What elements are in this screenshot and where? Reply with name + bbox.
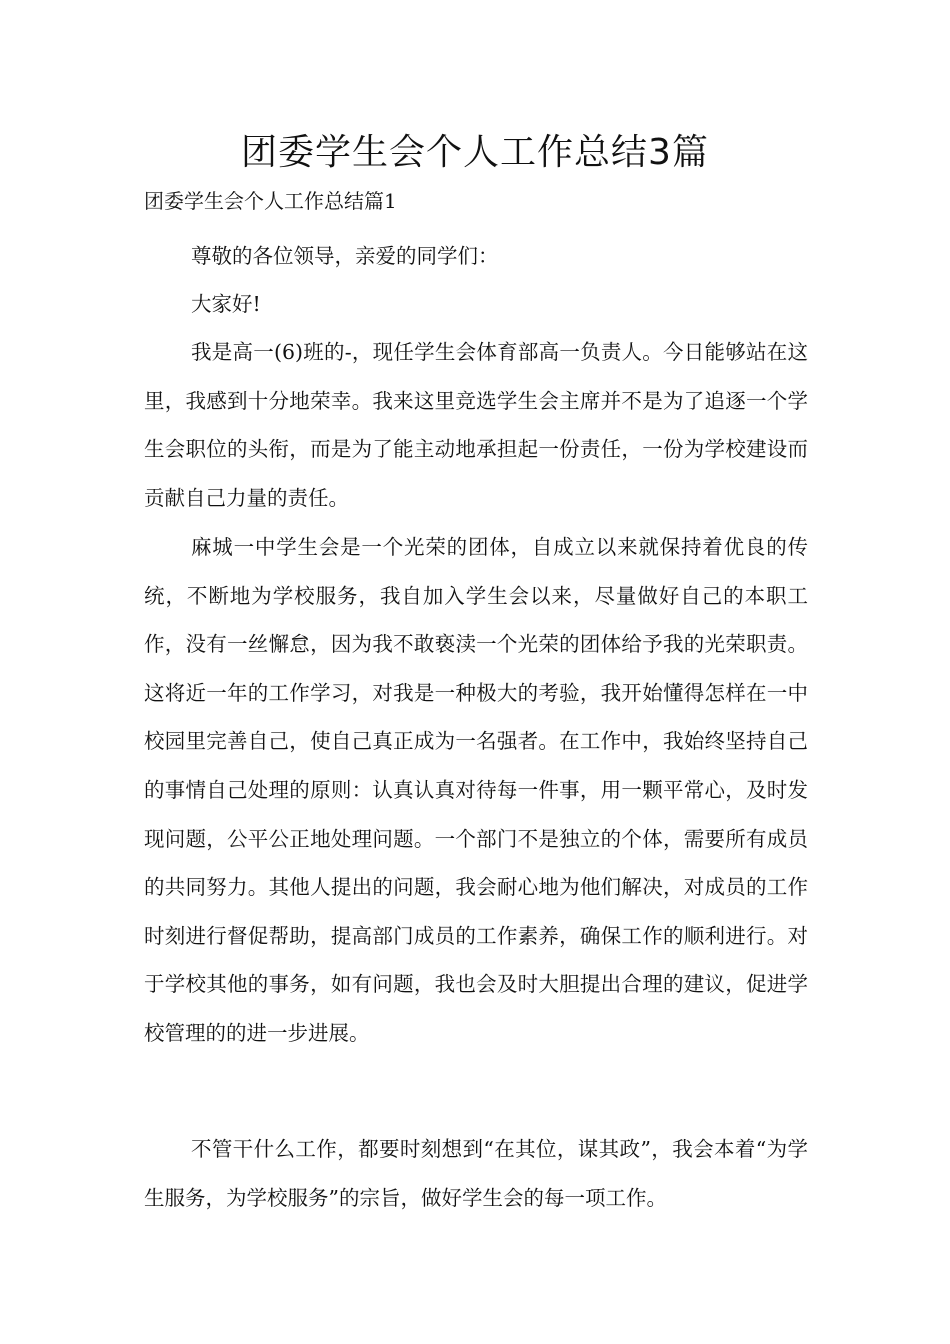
paragraph-salutation: 尊敬的各位领导，亲爱的同学们： <box>191 244 499 268</box>
document-title: 团委学生会个人工作总结3篇 <box>241 132 709 173</box>
section-heading: 团委学生会个人工作总结篇1 <box>144 189 397 213</box>
paragraph-work-experience: 麻城一中学生会是一个光荣的团体，自成立以来就保持着优良的传统，不断地为学校服务，我自加入学生会以来，尽量做好自己的本职工作，没有一丝懈怠，因为我不敢亵渎一个光荣的团体给予我的光荣职责。这将近一年的工作学习，对我是一种极大的考验，我开始懂得怎样在一中校园里完善自己，使自己真正成为一名强者。在工作中，我始终坚持自己的事情自己处理的原则：认真认真对待每一件事，用一颗平常心，及时发现问题，公平公正地处理问题。一个部门不是独立的个体，需要所有成员的共同努力。其他人提出的问题，我会耐心地为他们解决，对成员的工作时刻进行督促帮助，提高部门成员的工作素养，确保工作的顺利进行。对于学校其他的事务，如有问题，我也会及时大胆提出合理的建议，促进学校管理的的进一步进展。 <box>144 535 808 1045</box>
paragraph-introduction: 我是高一(6)班的-，现任学生会体育部高一负责人。今日能够站在这里，我感到十分地荣幸。我来这里竞选学生会主席并不是为了追逐一个学生会职位的头衔，而是为了能主动地承担起一份责任，一份为学校建设而贡献自己力量的责任。 <box>144 340 808 510</box>
paragraph-greeting: 大家好! <box>191 292 261 316</box>
paragraph-commitment: 不管干什么工作，都要时刻想到“在其位，谋其政”，我会本着“为学生服务，为学校服务”的宗旨，做好学生会的每一项工作。 <box>144 1137 808 1210</box>
